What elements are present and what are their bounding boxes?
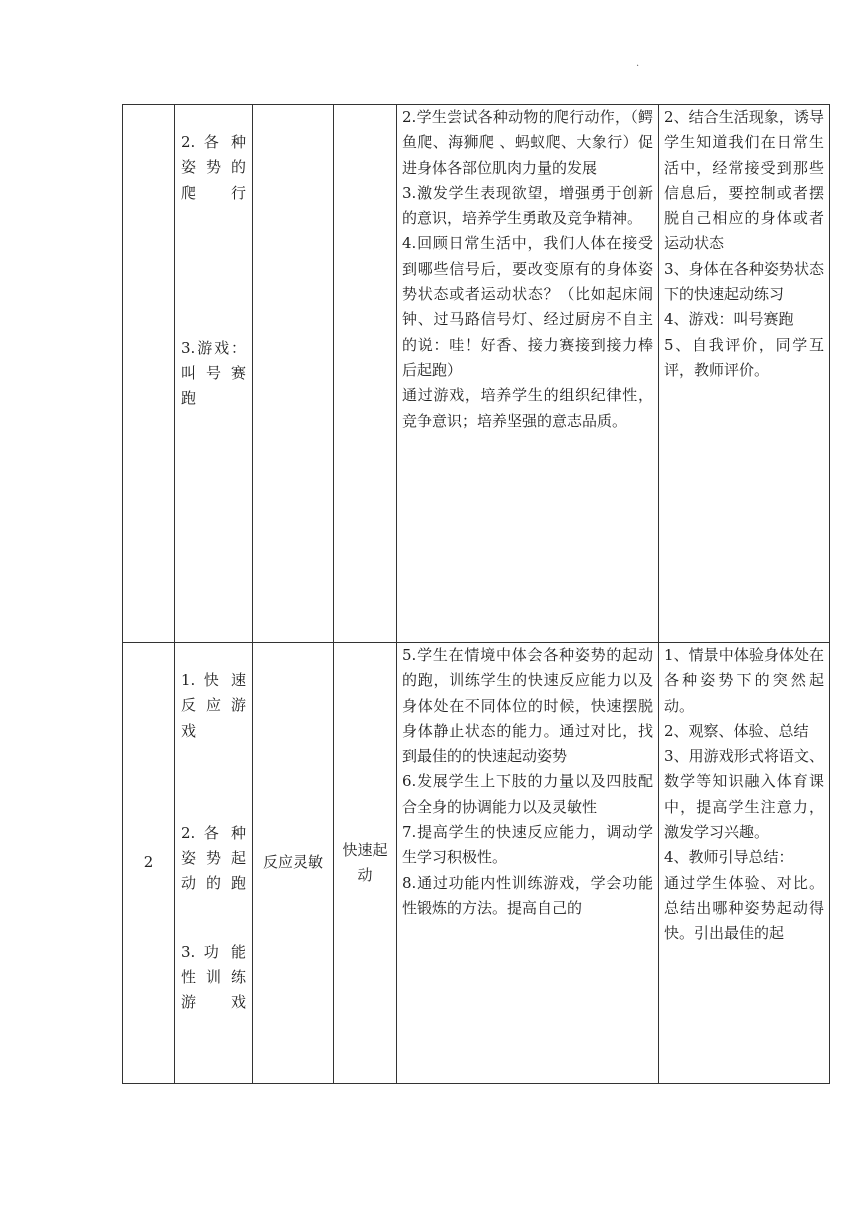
method-item: 2、结合生活现象，诱导学生知道我们在日常生活中，经常接受到那些信息后，要控制或者摆脱自己相应的身体或者运动状态 (664, 108, 824, 253)
method-item: 2、观察、体验、总结 (664, 721, 809, 740)
lesson-plan-table (122, 104, 830, 1084)
objective-item: 2.学生尝试各种动物的爬行动作，（鳄鱼爬、海狮爬 、蚂蚁爬、大象行）促进身体各部位肌肉力量的发展 (402, 108, 653, 177)
lesson-number: 2 (143, 853, 154, 872)
objective-item: 4.回顾日常生活中，我们人体在接受到哪些信号后，要改变原有的身体姿势状态或者运动状态？（比如起床闹钟、过马路信号灯、经过厨房不自主的说：哇！好香、接力赛接到接力棒后起跑） (402, 234, 653, 379)
key-point-cell (253, 643, 334, 1084)
objective-item: 7.提高学生的快速反应能力，调动学生学习积极性。 (402, 823, 653, 867)
method-item: 4、教师引导总结： (664, 848, 794, 867)
topic-item: 3.游戏：叫 号 赛 跑 (181, 338, 246, 408)
method-item: 4、游戏：叫号赛跑 (664, 310, 794, 329)
difficulty: 快速起动 (342, 840, 388, 884)
method-item: 3、身体在各种姿势状态下的快速起动练习 (664, 259, 824, 304)
key-point: 反应灵敏 (262, 853, 323, 872)
objective-item: 6.发展学生上下肢的力量以及四肢配合全身的协调能力以及灵敏性 (402, 772, 653, 816)
lesson-number-cell (123, 643, 175, 1084)
topic-item: 3. 功 能 性 训 练 游戏 (181, 942, 246, 1012)
topic-cell (175, 643, 253, 1084)
objectives-cell (397, 643, 659, 1084)
objective-item: 5.学生在情境中体会各种姿势的起动的跑，训练学生的快速反应能力以及身体处在不同体位的时候，快速摆脱身体静止状态的能力。通过对比，找到最佳的的快速起动姿势 (402, 646, 653, 766)
method-item: 3、用游戏形式将语文、数学等知识融入体育课中，提高学生注意力，激发学习兴趣。 (664, 747, 824, 842)
key-point-cell (253, 105, 334, 643)
method-item: 5、自我评价，同学互评，教师评价。 (664, 335, 824, 379)
difficulty-cell (334, 105, 397, 643)
topic-item: 1. 快 速 反 应 游 戏 (181, 671, 246, 740)
objective-item: 8.通过功能内性训练游戏，学会功能性锻炼的方法。提高自己的 (402, 873, 653, 917)
topic-item: 2. 各 种 姿 势 起 动的跑 (181, 823, 246, 893)
topic-item: 2. 各 种 姿 势 的 爬行 (181, 133, 246, 202)
difficulty-cell (334, 643, 397, 1084)
objectives-cell (397, 105, 659, 643)
methods-cell (659, 105, 830, 643)
objective-item: 通过游戏，培养学生的组织纪律性，竞争意识；培养坚强的意志品质。 (402, 386, 653, 430)
method-item: 通过学生体验、对比。总结出哪种姿势起动得快。引出最佳的起 (664, 873, 824, 943)
page-mark: . (636, 58, 640, 69)
table-row (123, 643, 830, 1084)
method-item: 1、情景中体验身体处在各种姿势下的突然起动。 (664, 646, 824, 715)
lesson-number-cell (123, 105, 175, 643)
objective-item: 3.激发学生表现欲望，增强勇于创新的意识，培养学生勇敢及竞争精神。 (402, 183, 653, 228)
methods-cell (659, 643, 830, 1084)
table-row (123, 105, 830, 643)
topic-cell (175, 105, 253, 643)
